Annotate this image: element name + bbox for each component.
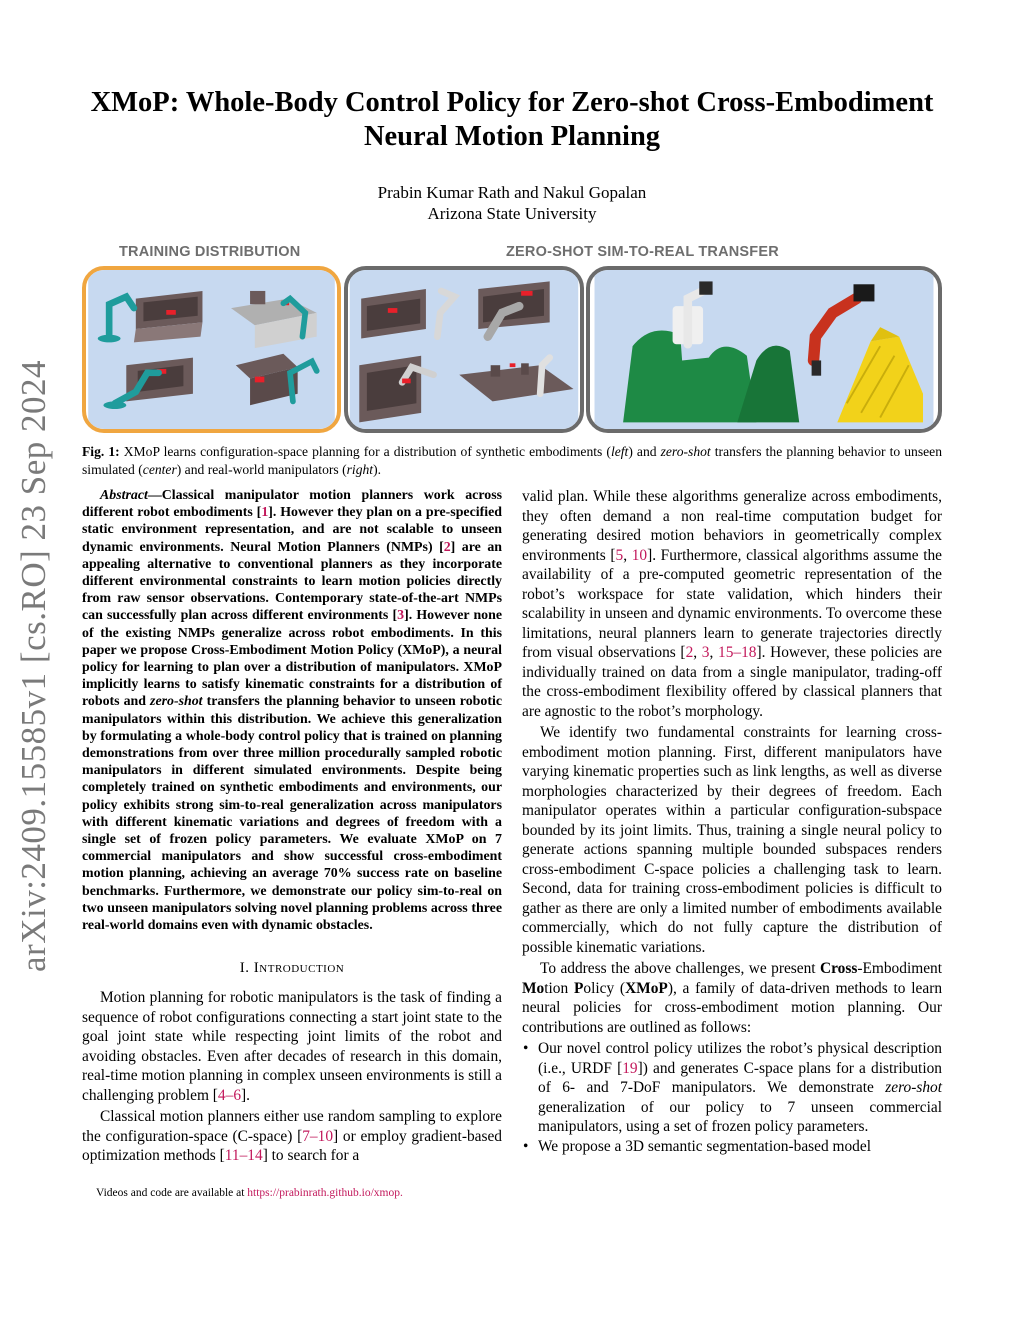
contribution-item: • We propose a 3D semantic segmentation-based model	[522, 1137, 942, 1157]
right-paragraph-2: We identify two fundamental constraints for learning cross-embodiment motion planning. First, different manipulators have varying kinematic properties such as link lengths, as well as diverse morphologies characterized by their degrees of freedom. Each manipulator operates within a particular configuration-subspace bounded by its joint limits. Thus, training a single neural policy to generate actions spanning multiple bounded subspaces renders cross-embodiment C-space policies a challenging task to learn. Second, data for training cross-embodiment policies is difficult to gather as there are only a limited number of embodiments available commercially, which do not fully capture the distribution of possible kinematic variations.	[522, 724, 942, 956]
figure-panel-simulated	[344, 266, 584, 433]
caption-text-e: ).	[373, 462, 381, 477]
author-names: Prabin Kumar Rath and Nakul Gopalan	[377, 183, 647, 202]
paper-title: XMoP: Whole-Body Control Policy for Zero-shot Cross-Embodiment Neural Motion Planning	[90, 87, 934, 152]
right-paragraph-1	[522, 487, 942, 721]
section-heading-introduction	[82, 960, 502, 977]
body-text: ,	[623, 546, 632, 564]
contributions-list	[522, 1039, 942, 1156]
project-url-link[interactable]: https://prabinrath.github.io/xmop.	[247, 1187, 403, 1199]
caption-text-d: ) and real-world manipulators (	[176, 462, 347, 477]
citation-link[interactable]: 3	[701, 644, 710, 661]
citation-link[interactable]: 5	[615, 546, 624, 564]
figure-panel-training	[82, 266, 341, 433]
citation-link[interactable]: 19	[622, 1059, 638, 1077]
abstract-text-2: ]. However they plan on a pre-specified static environment representation, and are not scalable to unseen dynamic environments. Neural Motion Planners (NMPs) [	[82, 505, 502, 555]
citation-link[interactable]: 11–14	[224, 1147, 263, 1164]
abstract-text-3: ] are an appealing alternative to conventional planners as they incorporate different environmental constraints to learn motion policies directly from raw sensor observations. Contemporary state-of-the-art NMPs can successfully plan across different environments [	[82, 539, 502, 624]
body-text: ]. However, these policies are individually trained on data from a single manipulator, trading-off the cross-embodiment flexibility offered by classical planners that are agnostic to the robot’s morphology.	[522, 644, 942, 720]
body-text: ,	[709, 644, 718, 661]
figure-panel-real-world	[586, 266, 942, 433]
contribution-item	[522, 1039, 942, 1137]
body-em: zero-shot	[885, 1079, 942, 1096]
body-text: ]. Furthermore, classical algorithms assume the availability of a pre-computed geometric representation of the robot’s workspace for state validation, which hinders their scalability in unseen and dynamic environments. To overcome these limitations, neural planners learn to generate trajectories directly from visual observations [	[522, 546, 943, 661]
intro-paragraph-1	[82, 988, 502, 1105]
abstract-em: zero-shot	[150, 694, 203, 710]
acronym-bold: Mo	[522, 979, 545, 997]
abstract-text-4: ]. However none of the existing NMPs generalize across robot embodiments. In this paper we propose Cross-Embodiment Motion Policy (XMoP), a neural policy for learning to plan over a distribution of manipulators. XMoP implicitly learns to satisfy kinematic constraints for a distribution of robots and	[82, 608, 503, 710]
body-text: -Embodiment	[857, 960, 942, 977]
abstract	[82, 487, 502, 934]
figure-label-training: TRAINING DISTRIBUTION	[119, 244, 301, 260]
body-text: ,	[693, 644, 702, 661]
abstract-text-5: transfers the planning behavior to unseen robotic manipulators within this distribution. We achieve this generalization by formulating a whole-body control policy that is trained on planning demonstrations from over three million procedurally sampled robotic manipulators in different simulated environments. Despite being completely trained on synthetic embodiments and environments, our policy exhibits strong sim-to-real generalization across manipulators with different kinematic variations and degrees of freedom with a single set of frozen policy parameters. We evaluate XMoP on 7 commercial manipulators and show successful cross-embodiment motion planning, achieving an average 70% success rate on baseline benchmarks. Furthermore, we demonstrate our policy sim-to-real on two unseen manipulators solving novel planning problems across three real-world domains even with dynamic obstacles.	[82, 694, 502, 934]
intro-text: Motion planning for robotic manipulators is the task of finding a sequence of robot configurations connecting a start joint state to the goal joint state while respecting joint limits of the robot and avoiding obstacles. Even after decades of research in this domain, real-time motion planning in complex unseen environments is still a challenging problem [	[82, 989, 502, 1104]
caption-text-a: XMoP learns configuration-space planning for a distribution of synthetic embodiments (	[119, 444, 611, 459]
footnote-text: Videos and code are available at	[96, 1187, 248, 1199]
body-text: olicy (	[583, 979, 626, 997]
caption-em-zero-shot: zero-shot	[660, 444, 711, 459]
right-paragraph-3	[522, 959, 942, 1037]
caption-label: Fig. 1:	[82, 444, 120, 459]
citation-link[interactable]: 2	[443, 539, 451, 555]
body-text: ), a family of data-driven methods to learn neural policies for cross-embodiment motion planning. Our contributions are outlined as follows:	[522, 979, 943, 1036]
section-number: I.	[239, 960, 250, 976]
footnote	[96, 1186, 403, 1200]
caption-em-center: center	[142, 462, 177, 477]
acronym-bold: Cross	[820, 960, 858, 977]
body-text: valid plan. While these algorithms generalize across embodiments, they often demand a non real-time computation budget for generating desired motion behaviors in geometrically complex environments [	[522, 488, 942, 564]
intro-text: ] to search for a	[262, 1147, 360, 1164]
right-column-text	[522, 487, 942, 1156]
citation-link[interactable]: 7–10	[302, 1127, 334, 1145]
section-title: Introduction	[253, 960, 345, 976]
training-embodiments-illustration	[86, 270, 337, 429]
arxiv-identifier: arXiv:2409.15585v1 [cs.RO] 23 Sep 2024	[14, 359, 53, 972]
citation-link[interactable]: 3	[397, 608, 405, 624]
citation-link[interactable]: 4–6	[217, 1086, 242, 1104]
intro-paragraph-2	[82, 1107, 502, 1166]
author-affiliation: Arizona State University	[427, 204, 597, 223]
abstract-text-1: Classical manipulator motion planners work across different robot embodiments [	[82, 488, 502, 521]
intro-text: ] or employ gradient-based optimization methods [	[82, 1127, 502, 1164]
intro-text: Classical motion planners either use random sampling to explore the configuration-space (C-space) [	[82, 1108, 502, 1145]
intro-text: ].	[241, 1086, 250, 1104]
body-text: To address the above challenges, we present	[540, 960, 821, 977]
body-text: ]) and generates C-space plans for a distribution of 6- and 7-DoF manipulators. We demonstrate	[538, 1059, 942, 1096]
author-block	[0, 182, 1024, 224]
simulated-manipulators-illustration	[348, 270, 580, 429]
caption-text-c: transfers the planning behavior to unseen simulated (	[82, 444, 942, 477]
citation-link[interactable]: 10	[631, 546, 648, 564]
caption-text-b: ) and	[628, 444, 661, 459]
body-text: generalization of our policy to 7 unseen commercial manipulators, using a set of frozen policy parameters.	[538, 1098, 942, 1135]
abstract-lead: Abstract	[100, 488, 148, 503]
body-text: tion	[544, 979, 574, 997]
citation-link[interactable]: 15–18	[718, 644, 757, 661]
real-world-manipulators-illustration	[590, 270, 938, 429]
acronym-bold: P	[573, 979, 584, 997]
figure-caption	[82, 443, 942, 479]
abstract-dash: —	[147, 488, 162, 503]
citation-link[interactable]: 1	[261, 505, 269, 521]
introduction-text	[82, 988, 502, 1168]
caption-em-right: right	[346, 462, 374, 477]
caption-em-left: left	[610, 444, 629, 459]
figure-label-transfer: ZERO-SHOT SIM-TO-REAL TRANSFER	[506, 244, 779, 260]
body-text: Our novel control policy utilizes the robot’s physical description (i.e., URDF [	[538, 1040, 942, 1077]
acronym-bold: XMoP	[625, 979, 668, 997]
citation-link[interactable]: 2	[685, 644, 694, 661]
